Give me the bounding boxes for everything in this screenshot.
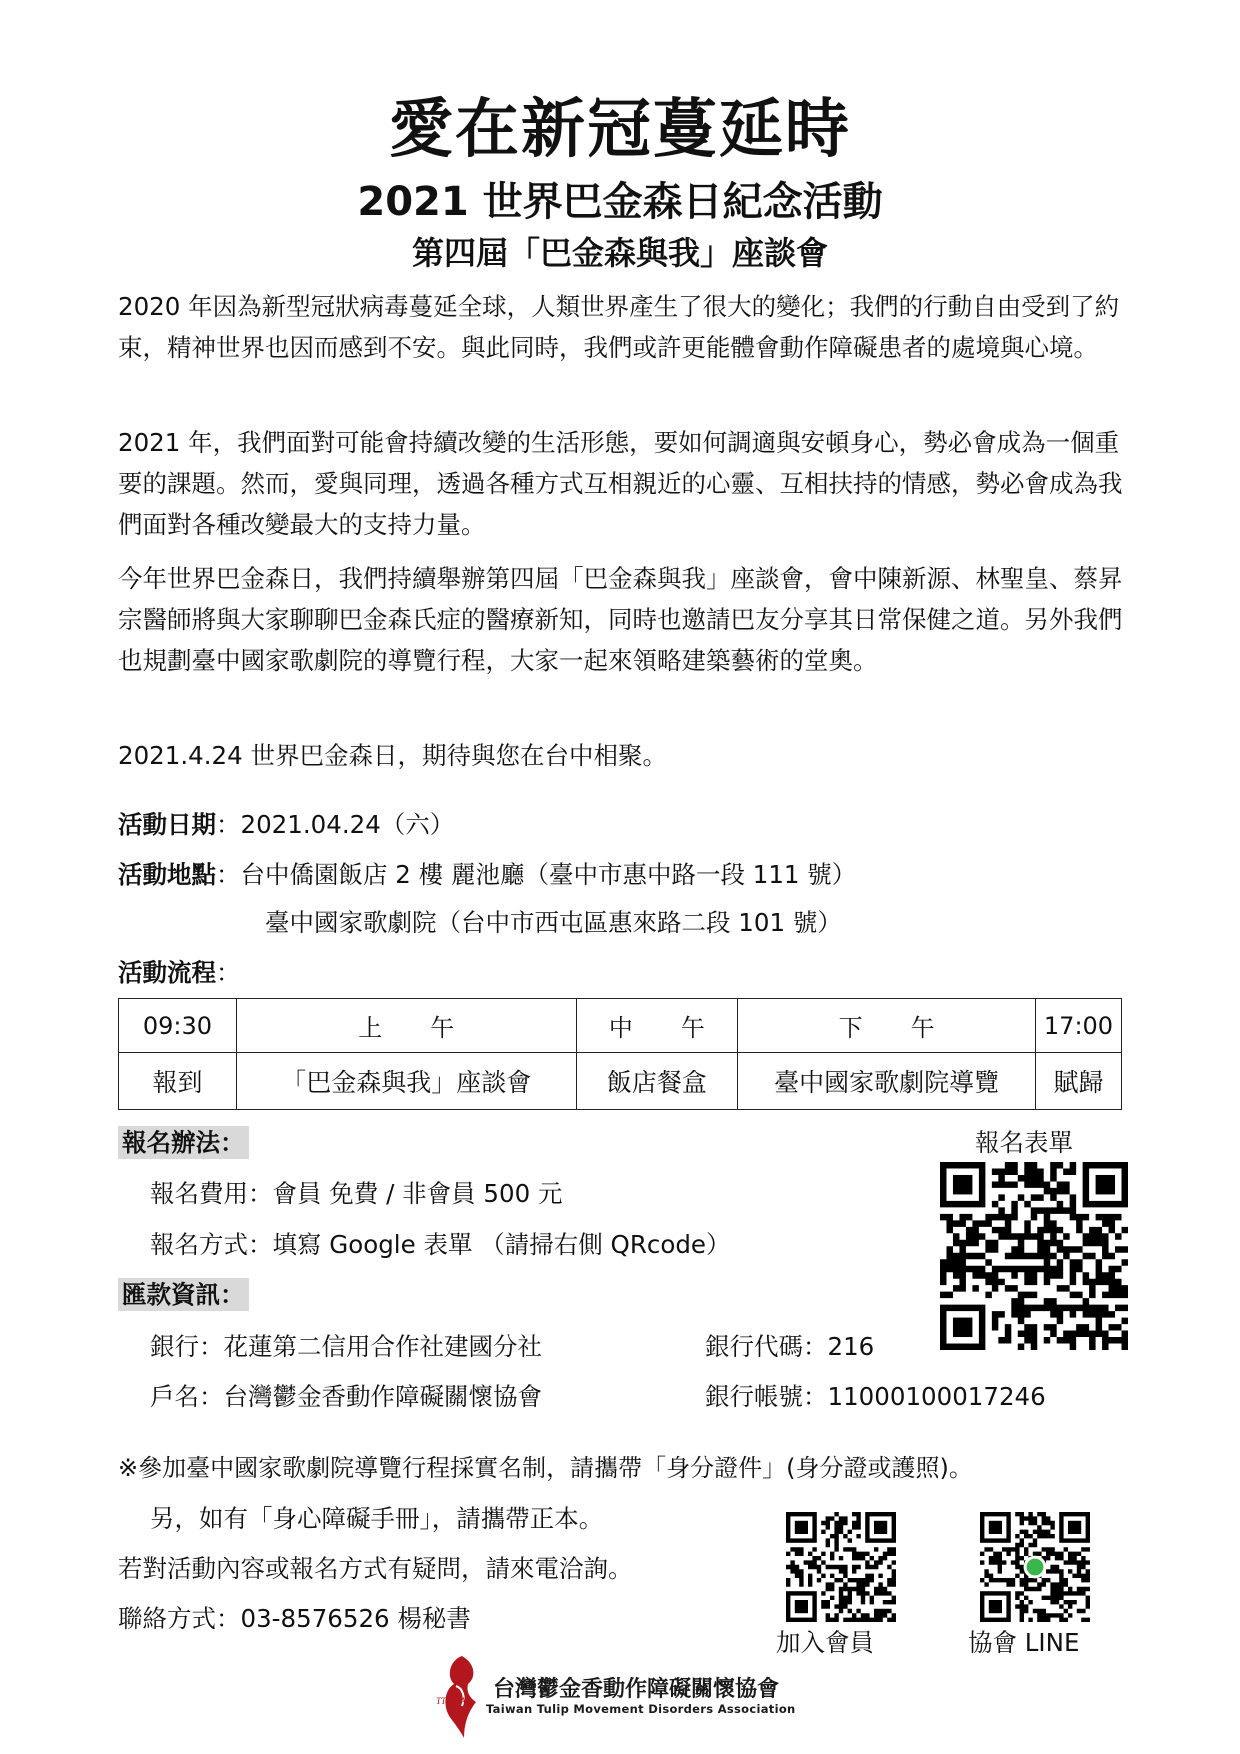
intro-paragraph-2: 2021 年，我們面對可能會持續改變的生活形態，要如何調適與安頓身心，勢必會成為一個重要的課題。然而，愛與同理，透過各種方式互相親近的心靈、互相扶持的情感，勢必會成為我們面對各種改變最大的支持力量。 (118, 428, 1123, 539)
registration-qr-code[interactable] (940, 1162, 1128, 1350)
place-value-2: 臺中國家歌劇院（台中市西屯區惠來路二段 101 號） (265, 908, 842, 937)
logo-name-cn: 台灣鬱金香動作障礙關懷協會 (493, 1677, 780, 1702)
registration-fee: 報名費用：會員 免費 / 非會員 500 元 (150, 1179, 563, 1208)
schedule-cell: 報到 (119, 1053, 237, 1110)
schedule-cell: 賦歸 (1036, 1053, 1122, 1110)
form-qr-label: 報名表單 (975, 1128, 1073, 1157)
flow-label: 活動流程 (118, 958, 216, 987)
registration-heading: 報名辦法： (118, 1124, 249, 1159)
date-value: ：2021.04.24（六） (216, 810, 455, 839)
member-qr-label: 加入會員 (776, 1628, 874, 1657)
payment-heading: 匯款資訊： (118, 1276, 249, 1311)
account-number: 銀行帳號：11000100017246 (705, 1382, 1046, 1411)
event-flow (118, 954, 241, 989)
schedule-cell: 17:00 (1036, 999, 1122, 1053)
logo-name-en: Taiwan Tulip Movement Disorders Association (486, 1702, 796, 1716)
page-subtitle: 2021 世界巴金森日紀念活動 (357, 179, 883, 225)
schedule-table (118, 998, 1122, 1110)
logo-mark-text: TTMDA (436, 1696, 466, 1706)
schedule-cell: 「巴金森與我」座談會 (236, 1053, 576, 1110)
intro-paragraph-3: 今年世界巴金森日，我們持續舉辦第四屆「巴金森與我」座談會，會中陳新源、林聖皇、蔡昇宗醫師將與大家聊聊巴金森氏症的醫療新知，同時也邀請巴友分享其日常保健之道。另外我們也規劃臺中國家歌劇院的導覽行程，大家一起來領略建築藝術的堂奧。 (118, 564, 1123, 675)
event-place (118, 856, 856, 891)
line-qr-label: 協會 LINE (968, 1628, 1080, 1657)
registration-method: 報名方式：填寫 Google 表單 （請掃右側 QRcode） (150, 1230, 731, 1259)
schedule-cell: 飯店餐盒 (576, 1053, 738, 1110)
intro-paragraph-4: 2021.4.24 世界巴金森日，期待與您在台中相聚。 (118, 741, 667, 770)
tulip-logo-icon (432, 1650, 492, 1740)
schedule-cell: 臺中國家歌劇院導覽 (738, 1053, 1036, 1110)
place-label: 活動地點 (118, 860, 216, 889)
contact-info: 聯絡方式：03-8576526 楊秘書 (118, 1604, 471, 1633)
flow-colon: ： (216, 958, 241, 987)
schedule-row-time (119, 999, 1122, 1053)
account-name: 戶名：台灣鬱金香動作障礙關懷協會 (150, 1382, 542, 1411)
page-title: 愛在新冠蔓延時 (389, 93, 851, 167)
date-label: 活動日期 (118, 810, 216, 839)
bank-code: 銀行代碼：216 (705, 1332, 875, 1361)
bank-name: 銀行：花蓮第二信用合作社建國分社 (150, 1332, 542, 1361)
event-date (118, 806, 454, 841)
schedule-cell: 下 午 (738, 999, 1036, 1053)
schedule-row-activity (119, 1053, 1122, 1110)
intro-paragraph-1: 2020 年因為新型冠狀病毒蔓延全球，人類世界產生了很大的變化；我們的行動自由受到了約束，精神世界也因而感到不安。與此同時，我們或許更能體會動作障礙患者的處境與心境。 (118, 292, 1120, 362)
note-id-required: ※參加臺中國家歌劇院導覽行程採實名制，請攜帶「身分證件」(身分證或護照)。 (118, 1454, 973, 1482)
note-handbook: 另，如有「身心障礙手冊」，請攜帶正本。 (150, 1504, 604, 1533)
place-value-1: ：台中僑園飯店 2 樓 麗池廳（臺中市惠中路一段 111 號） (216, 860, 857, 889)
line-qr-code[interactable] (980, 1512, 1090, 1622)
schedule-cell: 09:30 (119, 999, 237, 1053)
note-inquiry: 若對活動內容或報名方式有疑問，請來電洽詢。 (118, 1554, 633, 1583)
event-title: 第四屆「巴金森與我」座談會 (411, 234, 828, 272)
schedule-cell: 上 午 (236, 999, 576, 1053)
member-qr-code[interactable] (786, 1512, 896, 1622)
schedule-cell: 中 午 (576, 999, 738, 1053)
